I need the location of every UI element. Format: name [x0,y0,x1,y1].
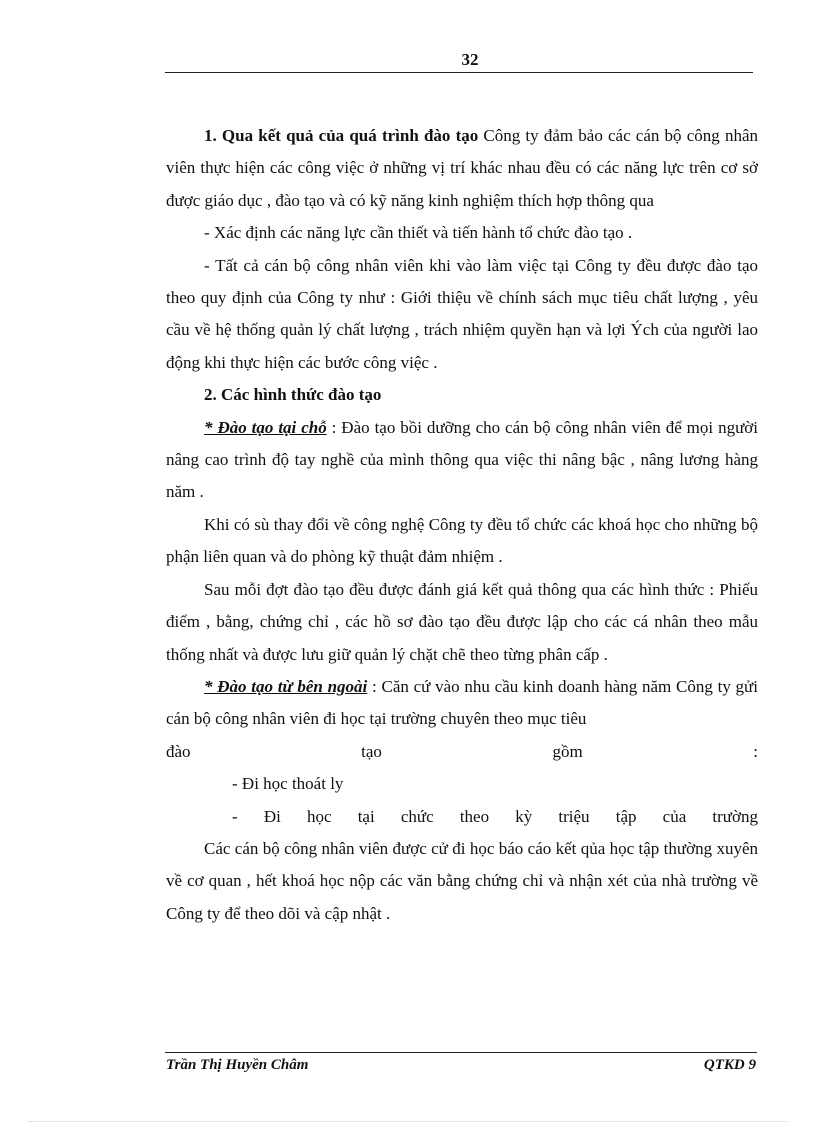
label-external-training: * Đào tạo từ bên ngoài [204,676,368,696]
option-full-time-study: - Đi học thoát ly [232,774,344,794]
footer-author: Trần Thị Huyền Châm [166,1057,309,1073]
paragraph-external-training-last-line: đào tạo gồm : [166,741,758,761]
bullet-competencies: - Xác định các năng lực cần thiết và tiến hành tổ chức đào tạo . [204,223,633,243]
body-text [166,120,758,930]
page-number: 32 [461,50,479,69]
option-in-service-study: - Đi học tại chức theo kỳ triệu tập của trường [232,806,758,826]
label-onsite-training: * Đào tạo tại chỗ [204,417,327,437]
bullet-orientation: - Tất cả cán bộ công nhân viên khi vào làm việc tại Công ty đều được đào tạo theo quy định của Công ty như : Giới thiệu về chính sách mục tiêu chất lượng , yêu cầu về hệ thống quản lý chất lượng , trách nhiệm quyền hạn và lợi Ých của người lao động khi thực hiện các bước công việc . [166,255,758,372]
heading-training-results: 1. Qua kết quả của quá trình đào tạo [204,126,479,145]
paragraph-external-text: : Căn cứ vào nhu cầu kinh doanh hàng năm Công ty gửi cán bộ công nhân viên đi học tại trường chuyên theo mục tiêu [166,676,758,729]
paragraph-training-results [166,120,758,217]
paragraph-external-training [166,671,758,736]
paragraph-onsite-training [166,412,758,509]
paragraph-training-results-text: Công ty đảm bảo các cán bộ công nhân viên thực hiện các công việc ở những vị trí khác nhau đều có các năng lực trên cơ sở được giáo dục , đào tạo và có kỹ năng kinh nghiệm thích hợp thông qua [166,126,758,210]
header-rule [165,72,753,73]
paragraph-onsite-text: : Đào tạo bồi dưỡng cho cán bộ công nhân viên để mọi người nâng cao trình độ tay nghề của mình thông qua việc thi nâng bậc , nâng lương hàng năm . [166,417,758,502]
paragraph-reporting: Các cán bộ công nhân viên được cử đi học báo cáo kết qủa học tập thường xuyên về cơ quan , hết khoá học nộp các văn bằng chứng chỉ và nhận xét của nhà trường về Công ty để theo dõi và cập nhật . [166,838,758,923]
paragraph-technology-change: Khi có sù thay đổi về công nghệ Công ty đều tổ chức các khoá học cho những bộ phận liên quan và do phòng kỹ thuật đảm nhiệm . [166,514,758,567]
paragraph-evaluation: Sau mỗi đợt đào tạo đều được đánh giá kết quả thông qua các hình thức : Phiếu điểm , bằng, chứng chỉ , các hồ sơ đào tạo đều được lập cho các cá nhân theo mẫu thống nhất và được lưu giữ quản lý chặt chẽ theo từng phân cấp . [166,579,758,664]
page-bottom-border [28,1121,788,1122]
footer-rule [165,1052,757,1053]
footer-class-code: QTKD 9 [703,1057,756,1073]
heading-training-forms: 2. Các hình thức đào tạo [204,385,382,405]
